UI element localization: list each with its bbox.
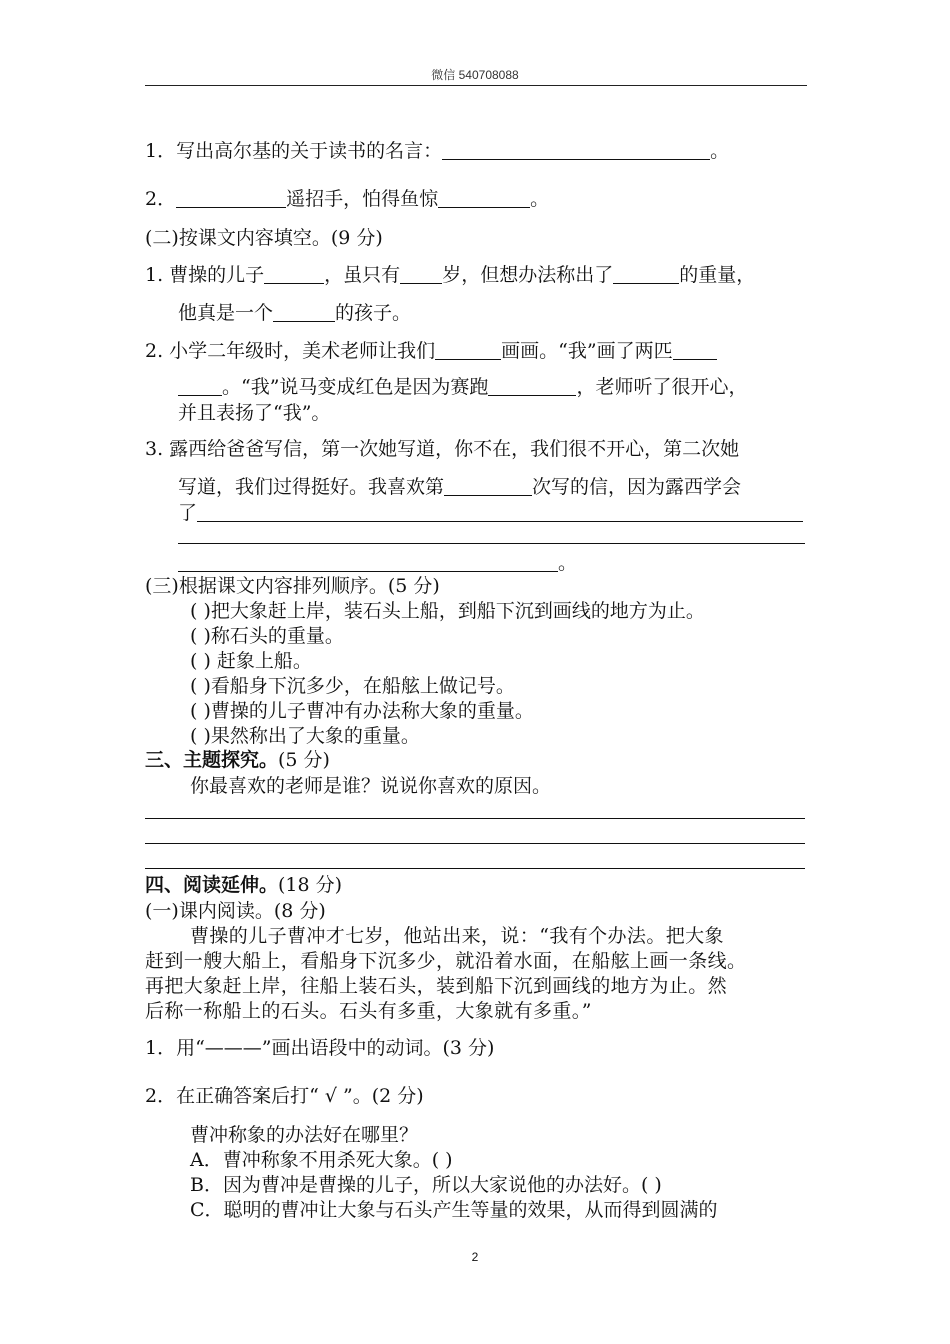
- part-3-title: 三、主题探究。: [145, 749, 279, 771]
- s2q2-text-a: 2. 小学二年级时，美术老师让我们: [145, 340, 436, 362]
- s2q3-answer-line-1[interactable]: [197, 501, 803, 522]
- s2q1-blank-3[interactable]: [613, 263, 679, 284]
- q2-end: 。: [530, 188, 550, 210]
- answer-line[interactable]: [145, 818, 805, 819]
- order-item: ( )曹操的儿子曹冲有办法称大象的重量。: [190, 700, 534, 722]
- s2q2-text-c: 。“我”说马变成红色是因为赛跑: [222, 376, 489, 398]
- s2-question-2: [145, 338, 717, 364]
- s2-question-1-cont: [178, 300, 411, 326]
- s2q3-answer-line-2[interactable]: [178, 543, 805, 544]
- s2q1-text-e: 他真是一个: [178, 302, 274, 324]
- s2q1-blank-1[interactable]: [264, 263, 324, 284]
- s2q3-text-c: 次写的信，因为露西学会: [532, 476, 742, 498]
- passage-line: 赶到一艘大船上，看船身下沉多少，就沿着水面，在船舷上画一条线。: [145, 950, 747, 972]
- s2-question-3-line2: [178, 500, 803, 526]
- answer-line[interactable]: [145, 868, 805, 869]
- s2q2-text-d: ，老师听了很开心，: [576, 376, 748, 398]
- s2q2-blank-1[interactable]: [435, 339, 501, 360]
- s2-question-3: 3. 露西给爸爸写信，第一次她写道，你不在，我们很不开心，第二次她: [145, 438, 740, 460]
- answer-line[interactable]: [145, 843, 805, 844]
- option-c[interactable]: C．聪明的曹冲让大象与石头产生等量的效果，从而得到圆满的: [190, 1199, 718, 1221]
- s2q1-text-d: 的重量，: [679, 264, 756, 286]
- reading-question-2-stem: 曹冲称象的办法好在哪里？: [190, 1124, 419, 1146]
- page-number: 2: [471, 1250, 479, 1264]
- question-1: [145, 138, 729, 164]
- passage-line: 再把大象赶上岸，往船上装石头，装到船下沉到画线的地方为止。然: [145, 975, 728, 997]
- s2q1-text-c: 岁，但想办法称出了: [442, 264, 614, 286]
- order-item: ( ) 赶象上船。: [190, 650, 312, 672]
- option-a[interactable]: A．曹冲称象不用杀死大象。( ): [190, 1149, 453, 1171]
- order-item: ( )把大象赶上岸，装石头上船，到船下沉到画线的地方为止。: [190, 600, 705, 622]
- order-item: ( )称石头的重量。: [190, 625, 344, 647]
- page-header: 微信 540708088: [431, 68, 519, 82]
- q1-answer-blank[interactable]: [442, 139, 710, 160]
- reading-question-2: 2．在正确答案后打“ √ ”。(2 分): [145, 1085, 424, 1107]
- part-3-question: 你最喜欢的老师是谁？说说你喜欢的原因。: [190, 775, 552, 797]
- passage-line: 曹操的儿子曹冲才七岁，他站出来，说：“我有个办法。把大象: [190, 925, 724, 947]
- q2-number: 2．: [145, 188, 177, 210]
- part-3-heading: [145, 747, 330, 773]
- q2-blank-2[interactable]: [438, 187, 530, 208]
- s2-question-2-end: 并且表扬了“我”。: [178, 402, 331, 424]
- s2q2-blank-2a[interactable]: [673, 339, 717, 360]
- s2q1-text-f: 的孩子。: [335, 302, 412, 324]
- s2q1-text-b: ，虽只有: [324, 264, 401, 286]
- part-4-heading: [145, 872, 342, 898]
- q1-end: 。: [710, 140, 730, 162]
- s2-question-3-cont: [178, 474, 741, 500]
- q2-blank-1[interactable]: [176, 187, 286, 208]
- s2q1-text-a: 1. 曹操的儿子: [145, 264, 265, 286]
- s2q2-text-b: 画画。“我”画了两匹: [501, 340, 673, 362]
- q2-mid: 遥招手，怕得鱼惊: [286, 188, 439, 210]
- s2q3-end: 。: [558, 552, 578, 574]
- q1-number: 1．: [145, 140, 177, 162]
- s2q1-blank-2[interactable]: [400, 263, 442, 284]
- part-4-title: 四、阅读延伸。: [145, 874, 279, 896]
- s2q3-text-d: 了: [178, 502, 198, 524]
- header-rule: [145, 85, 807, 86]
- s2-question-2-cont: [178, 374, 747, 400]
- reading-question-1: 1．用“———”画出语段中的动词。(3 分): [145, 1037, 495, 1059]
- passage-line: 后称一称船上的石头。石头有多重，大象就有多重。”: [145, 1000, 592, 1022]
- q1-text: 写出高尔基的关于读书的名言：: [176, 140, 443, 162]
- s2q2-blank-2b[interactable]: [178, 375, 222, 396]
- part-4-score: (18 分): [278, 874, 343, 896]
- s2q3-text-b: 写道，我们过得挺好。我喜欢第: [178, 476, 445, 498]
- section-2-title: (二)按课文内容填空。(9 分): [145, 227, 383, 249]
- section-3-title: (三)根据课文内容排列顺序。(5 分): [145, 575, 440, 597]
- s2-question-1: [145, 262, 755, 288]
- s2q2-blank-3[interactable]: [488, 375, 576, 396]
- question-2: [145, 186, 549, 212]
- s2q1-blank-4[interactable]: [273, 301, 335, 322]
- order-item: ( )果然称出了大象的重量。: [190, 725, 420, 747]
- s2q3-answer-line-3[interactable]: [178, 551, 558, 572]
- reading-1-title: (一)课内阅读。(8 分): [145, 900, 326, 922]
- order-item: ( )看船身下沉多少，在船舷上做记号。: [190, 675, 515, 697]
- part-3-score: (5 分): [278, 749, 330, 771]
- option-b[interactable]: B．因为曹冲是曹操的儿子，所以大家说他的办法好。( ): [190, 1174, 662, 1196]
- s2q3-blank-1[interactable]: [444, 475, 532, 496]
